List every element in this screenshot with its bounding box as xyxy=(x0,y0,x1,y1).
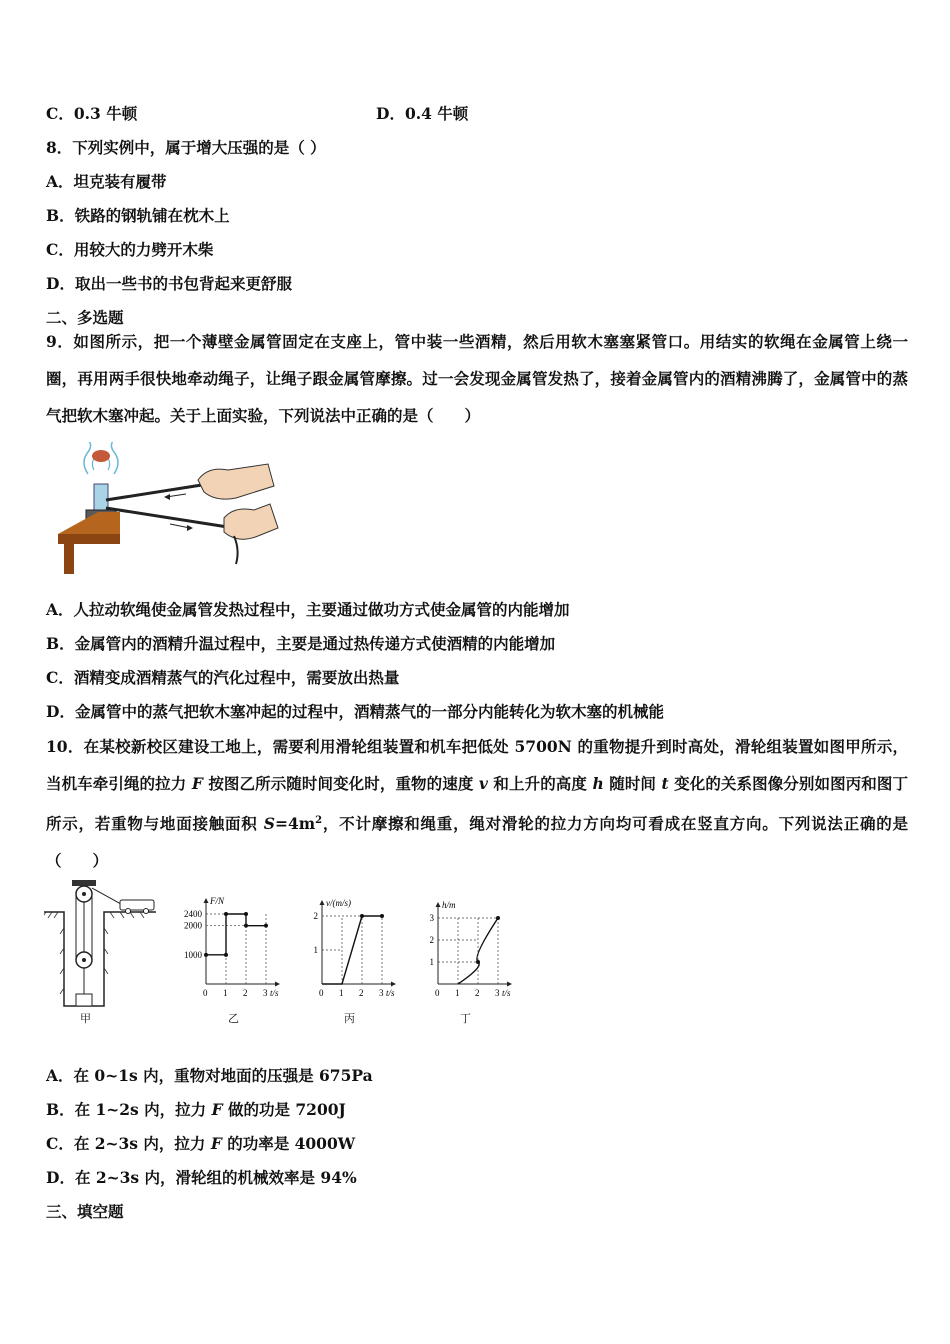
figure-label-yi: 乙 xyxy=(228,1012,239,1025)
x-axis-label: t/s xyxy=(502,988,511,998)
y-axis-label: F/N xyxy=(210,896,225,906)
x-tick-label: 0 xyxy=(435,988,440,998)
x-axis-label: t/s xyxy=(270,988,279,998)
x-axis-arrow xyxy=(507,982,512,987)
x-tick-label: 1 xyxy=(339,988,344,998)
q10-chart-ding xyxy=(420,892,520,1004)
q10-option-c: C．在 2~3s 内，拉力 F 的功率是 4000W xyxy=(46,1134,356,1153)
q10-figure-jia xyxy=(44,878,164,1026)
q9-experiment-figure xyxy=(58,442,280,580)
y-axis-label: v/(m/s) xyxy=(326,898,351,908)
q10-chart-bing xyxy=(306,892,406,1004)
y-tick-label: 1000 xyxy=(184,949,202,960)
data-point xyxy=(204,953,208,957)
q9-option-d: D．金属管中的蒸气把软木塞冲起的过程中，酒精蒸气的一部分内能转化为软木塞的机械能 xyxy=(46,702,664,721)
vehicle-icon xyxy=(120,900,154,910)
x-tick-label: 3 xyxy=(379,988,384,998)
x-tick-label: 3 xyxy=(263,988,268,998)
y-axis-label: h/m xyxy=(442,900,456,910)
q9-option-a: A．人拉动软绳使金属管发热过程中，主要通过做功方式使金属管的内能增加 xyxy=(46,600,570,619)
data-point xyxy=(476,960,480,964)
y-tick-label: 2400 xyxy=(184,909,202,919)
q10-chart-yi xyxy=(176,892,292,1004)
x-tick-label: 1 xyxy=(223,988,228,998)
hand-icon xyxy=(198,464,274,499)
q10-option-d: D．在 2~3s 内，滑轮组的机械效率是 94% xyxy=(46,1168,357,1187)
q10-option-a: A．在 0~1s 内，重物对地面的压强是 675Pa xyxy=(46,1066,373,1085)
y-tick-label: 1 xyxy=(313,945,318,955)
series-line xyxy=(206,914,266,955)
x-tick-label: 1 xyxy=(455,988,460,998)
data-point xyxy=(380,914,384,918)
q10-option-b: B．在 1~2s 内，拉力 F 做的功是 7200J xyxy=(46,1100,346,1119)
y-axis-arrow xyxy=(204,898,209,903)
section-fill-blank-heading: 三、填空题 xyxy=(46,1202,124,1221)
x-tick-label: 0 xyxy=(319,988,324,998)
data-point xyxy=(244,924,248,928)
x-tick-label: 2 xyxy=(243,988,248,998)
q7-option-d: D．0.4 牛顿 xyxy=(376,104,469,123)
y-tick-label: 2000 xyxy=(184,920,202,931)
heavy-object xyxy=(76,994,92,1006)
x-tick-label: 3 xyxy=(495,988,500,998)
x-axis-label: t/s xyxy=(386,988,395,998)
q9-stem: 9．如图所示，把一个薄壁金属管固定在支座上，管中装一些酒精，然后用软木塞塞紧管口。用结实的软绳在金属管上绕一圈，再用两手很快地牵动绳子，让绳子跟金属管摩擦。过一会发现金属管发热了，接着金属管内的酒精沸腾了，金属管中的蒸气把软木塞冲起。关于上面实验，下列说法中正确的是（ ） xyxy=(46,332,908,425)
q8-stem: 8．下列实例中，属于增大压强的是（ ） xyxy=(46,138,326,157)
y-tick-label: 2 xyxy=(313,911,318,921)
y-tick-label: 3 xyxy=(429,913,434,923)
hand-icon xyxy=(224,504,278,539)
data-point xyxy=(244,912,248,916)
figure-label-jia: 甲 xyxy=(80,1012,91,1025)
q8-option-a: A．坦克装有履带 xyxy=(46,172,167,191)
y-axis-arrow xyxy=(320,900,325,905)
data-point xyxy=(264,924,268,928)
q7-option-c: C．0.3 牛顿 xyxy=(46,104,138,123)
steam-icon xyxy=(111,442,118,474)
x-tick-label: 2 xyxy=(359,988,364,998)
table xyxy=(58,534,120,544)
x-axis-arrow xyxy=(391,982,396,987)
figure-label-ding: 丁 xyxy=(460,1012,471,1025)
x-axis-arrow xyxy=(275,982,280,987)
data-point xyxy=(224,912,228,916)
q8-option-b: B．铁路的钢轨铺在枕木上 xyxy=(46,206,230,225)
cork xyxy=(92,450,110,462)
steam-icon xyxy=(84,442,91,474)
y-axis-arrow xyxy=(436,902,441,907)
x-tick-label: 2 xyxy=(475,988,480,998)
q8-option-d: D．取出一些书的书包背起来更舒服 xyxy=(46,274,292,293)
x-tick-label: 0 xyxy=(203,988,208,998)
y-tick-label: 2 xyxy=(429,935,434,945)
figure-label-bing: 丙 xyxy=(344,1012,355,1025)
q9-option-c: C．酒精变成酒精蒸气的汽化过程中，需要放出热量 xyxy=(46,668,400,687)
data-point xyxy=(496,916,500,920)
data-point xyxy=(224,953,228,957)
y-tick-label: 1 xyxy=(429,957,434,967)
q8-option-c: C．用较大的力劈开木柴 xyxy=(46,240,214,259)
q10-stem: 10．在某校新校区建设工地上，需要利用滑轮组装置和机车把低处 5700N 的重物提升到时高处，滑轮组装置如图甲所示，当机车牵引绳的拉力 F 按图乙所示随时间变化时，重物的速度 v 和上升的高度 h 随时间 t 变化的关系图像分别如图丙和图丁所示，若重物与地面接触面积 $S=4m^2$，不计摩擦和绳重，绳对滑轮的拉力方向均可看成在竖直方向。下列说法正确的是（ ） xyxy=(46,737,908,871)
section-multiple-choice-heading: 二、多选题 xyxy=(46,308,124,327)
rope xyxy=(106,484,208,500)
data-point xyxy=(360,914,364,918)
q9-option-b: B．金属管内的酒精升温过程中，主要是通过热传递方式使酒精的内能增加 xyxy=(46,634,556,653)
